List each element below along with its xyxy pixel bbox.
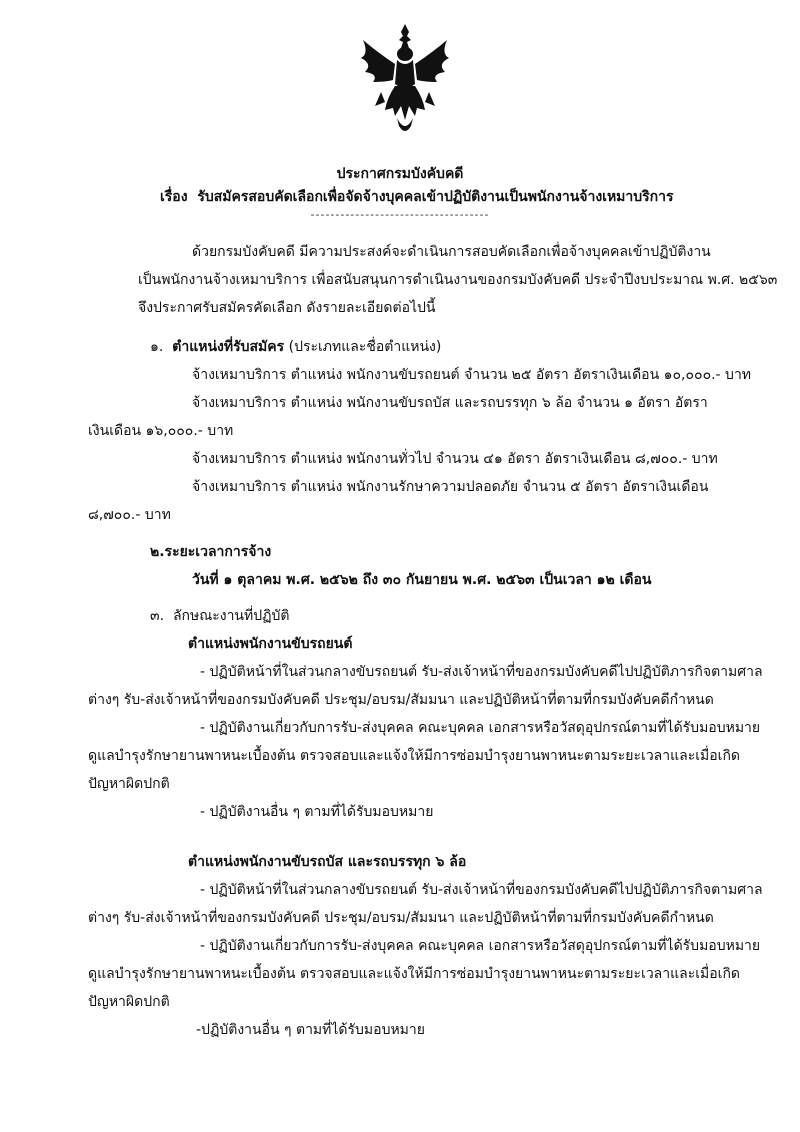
section2-heading: ๒.ระยะเวลาการจ้าง bbox=[150, 544, 272, 560]
section3-number: ๓. bbox=[150, 608, 165, 624]
separator: ------------------------------------ bbox=[310, 208, 490, 221]
section1-note: (ประเภทและชื่อตำแหน่ง) bbox=[288, 339, 442, 355]
bus-line-5: ปัญหาผิดปกติ bbox=[88, 994, 170, 1010]
intro-line-2: เป็นพนักงานจ้างเหมาบริการ เพื่อสนับสนุนการดำเนินงานของกรมบังคับคดี ประจำปีงบประมาณ พ.ศ. ๒๕๖๓ bbox=[138, 272, 778, 288]
intro-line-1: ด้วยกรมบังคับคดี มีความประสงค์จะดำเนินการสอบคัดเลือกเพื่อจ้างบุคคลเข้าปฏิบัติงาน bbox=[192, 244, 711, 260]
bus-line-3: - ปฏิบัติงานเกี่ยวกับการรับ-ส่งบุคคล คณะบุคคล เอกสารหรือวัสดุอุปกรณ์ตามที่ได้รับมอบหมาย bbox=[200, 938, 761, 954]
page-title: ประกาศกรมบังคับคดี bbox=[336, 166, 464, 182]
section1-title: ตำแหน่งที่รับสมัคร bbox=[172, 339, 285, 355]
driver-line-2: ต่างๆ รับ-ส่งเจ้าหน้าที่ของกรมบังคับคดี ประชุม/อบรม/สัมมนา และปฏิบัติหน้าที่ตามที่กรมบังคับคดีกำหนด bbox=[88, 692, 714, 708]
section3-heading bbox=[150, 607, 290, 625]
driver-title: ตำแหน่งพนักงานขับรถยนต์ bbox=[188, 636, 353, 652]
subject-line bbox=[160, 188, 674, 206]
driver-line-6: - ปฏิบัติงานอื่น ๆ ตามที่ได้รับมอบหมาย bbox=[200, 804, 434, 820]
driver-line-1: - ปฏิบัติหน้าที่ในส่วนกลางขับรถยนต์ รับ-ส่งเจ้าหน้าที่ของกรมบังคับคดีไปปฏิบัติภารกิจตามศาล bbox=[200, 664, 763, 680]
driver-line-3: - ปฏิบัติงานเกี่ยวกับการรับ-ส่งบุคคล คณะบุคคล เอกสารหรือวัสดุอุปกรณ์ตามที่ได้รับมอบหมาย bbox=[200, 720, 761, 736]
section1-line-5: จ้างเหมาบริการ ตำแหน่ง พนักงานรักษาความปลอดภัย จำนวน ๕ อัตรา อัตราเงินเดือน bbox=[192, 479, 709, 495]
section1-line-2: จ้างเหมาบริการ ตำแหน่ง พนักงานขับรถบัส และรถบรรทุก ๖ ล้อ จำนวน ๑ อัตรา อัตรา bbox=[192, 395, 708, 411]
section1-line-6: ๘,๗๐๐.- บาท bbox=[88, 507, 171, 523]
garuda-emblem-icon bbox=[355, 22, 455, 137]
intro-line-3: จึงประกาศรับสมัครคัดเลือก ดังรายละเอียดต่อไปนี้ bbox=[138, 300, 436, 316]
bus-line-2: ต่างๆ รับ-ส่งเจ้าหน้าที่ของกรมบังคับคดี ประชุม/อบรม/สัมมนา และปฏิบัติหน้าที่ตามที่กรมบังคับคดีกำหนด bbox=[88, 910, 714, 926]
section2-period: วันที่ ๑ ตุลาคม พ.ศ. ๒๕๖๒ ถึง ๓๐ กันยายน พ.ศ. ๒๕๖๓ เป็นเวลา ๑๒ เดือน bbox=[192, 572, 652, 588]
subject-label: เรื่อง bbox=[160, 189, 188, 205]
bus-line-4: ดูแลบำรุงรักษายานพาหนะเบื้องต้น ตรวจสอบและแจ้งให้มีการซ่อมบำรุงยานพาหนะตามระยะเวลาและเมื่อเกิด bbox=[88, 966, 741, 982]
bus-line-1: - ปฏิบัติหน้าที่ในส่วนกลางขับรถยนต์ รับ-ส่งเจ้าหน้าที่ของกรมบังคับคดีไปปฏิบัติภารกิจตามศาล bbox=[200, 882, 763, 898]
section1-heading bbox=[150, 338, 441, 356]
subject-text: รับสมัครสอบคัดเลือกเพื่อจัดจ้างบุคคลเข้าปฏิบัติงานเป็นพนักงานจ้างเหมาบริการ bbox=[197, 189, 674, 205]
section1-number: ๑. bbox=[150, 339, 164, 355]
section1-line-3: เงินเดือน ๑๖,๐๐๐.- บาท bbox=[88, 423, 234, 439]
section1-line-1: จ้างเหมาบริการ ตำแหน่ง พนักงานขับรถยนต์ จำนวน ๒๕ อัตรา อัตราเงินเดือน ๑๐,๐๐๐.- บาท bbox=[192, 367, 752, 383]
bus-line-6: -ปฏิบัติงานอื่น ๆ ตามที่ได้รับมอบหมาย bbox=[196, 1022, 425, 1038]
section3-title: ลักษณะงานที่ปฏิบัติ bbox=[172, 608, 290, 624]
driver-line-5: ปัญหาผิดปกติ bbox=[88, 776, 170, 792]
driver-line-4: ดูแลบำรุงรักษายานพาหนะเบื้องต้น ตรวจสอบและแจ้งให้มีการซ่อมบำรุงยานพาหนะตามระยะเวลาและเมื่อเกิด bbox=[88, 748, 741, 764]
bus-title: ตำแหน่งพนักงานขับรถบัส และรถบรรทุก ๖ ล้อ bbox=[188, 854, 467, 870]
section1-line-4: จ้างเหมาบริการ ตำแหน่ง พนักงานทั่วไป จำนวน ๔๑ อัตรา อัตราเงินเดือน ๘,๗๐๐.- บาท bbox=[192, 451, 718, 467]
